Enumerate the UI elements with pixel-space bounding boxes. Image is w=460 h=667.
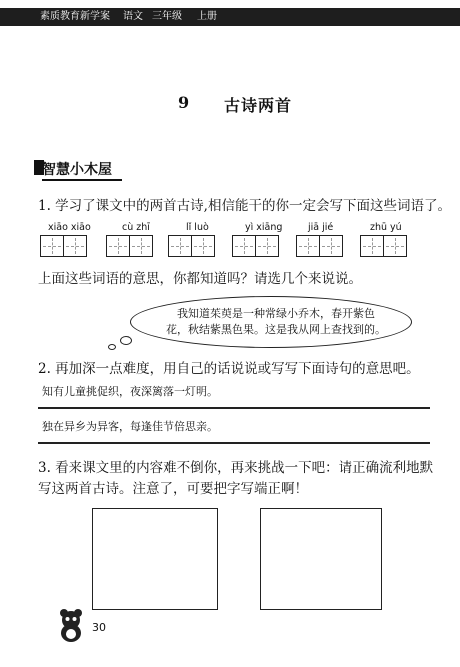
section-underline [42,179,122,181]
grid-cell[interactable] [383,235,407,257]
grid-cell[interactable] [40,235,64,257]
grid-cell[interactable] [106,235,130,257]
lesson-title: 古诗两首 [224,96,293,115]
volume: 上册 [197,11,217,22]
series-title: 素质教育新学案 [40,11,110,22]
grid-cell[interactable] [360,235,384,257]
writing-grid-3[interactable] [168,235,214,257]
pinyin-5: jiā jié [308,222,334,233]
grid-cell[interactable] [191,235,215,257]
answer-rule[interactable] [38,407,430,409]
grid-cell[interactable] [168,235,192,257]
writing-grid-1[interactable] [40,235,86,257]
bubble-dot [108,344,116,350]
bubble-dot [120,336,132,345]
header-bar [0,8,460,26]
question-3-line-1: 3. 看来课文里的内容难不倒你，再来挑战一下吧：请正确流利地默 [38,460,434,476]
poem-writing-box-1[interactable] [92,508,218,610]
grid-cell[interactable] [255,235,279,257]
question-1-followup: 上面这些词语的意思，你都知道吗？请选几个来说说。 [38,271,362,287]
answer-rule[interactable] [38,442,430,444]
writing-grid-4[interactable] [232,235,278,257]
lesson-number: 9 [178,93,191,112]
answer-line-1: 我知道茱萸是一种常绿小乔木，春开紫色 [177,307,375,320]
writing-grid-5[interactable] [296,235,342,257]
pinyin-3: lǐ luò [186,222,209,233]
question-2-text: 2. 再加深一点难度，用自己的话说说或写写下面诗句的意思吧。 [38,361,420,377]
question-3-line-2: 写这两首古诗。注意了，可要把字写端正啊！ [38,481,308,497]
grid-cell[interactable] [129,235,153,257]
poem-line-2: 独在异乡为异客，每逢佳节倍思亲。 [42,420,218,433]
grid-cell[interactable] [296,235,320,257]
pinyin-4: yì xiāng [245,222,283,233]
pinyin-1: xiāo xiāo [48,222,91,233]
question-1-text: 1. 学习了课文中的两首古诗,相信能干的你一定会写下面这些词语了。 [38,198,451,214]
pinyin-6: zhū yú [370,222,402,233]
grade: 三年级 [152,11,182,22]
subject: 语文 [123,11,143,22]
writing-grid-6[interactable] [360,235,406,257]
answer-line-2: 花，秋结紫黑色果。这是我从网上查找到的。 [166,323,386,336]
bear-mascot-icon [58,608,84,642]
page-number: 30 [92,621,106,634]
writing-grid-2[interactable] [106,235,152,257]
grid-cell[interactable] [319,235,343,257]
poem-line-1: 知有儿童挑促织，夜深篱落一灯明。 [42,385,218,398]
poem-writing-box-2[interactable] [260,508,382,610]
pinyin-2: cù zhī [122,222,150,233]
grid-cell[interactable] [63,235,87,257]
grid-cell[interactable] [232,235,256,257]
section-label: 智慧小木屋 [42,162,112,178]
